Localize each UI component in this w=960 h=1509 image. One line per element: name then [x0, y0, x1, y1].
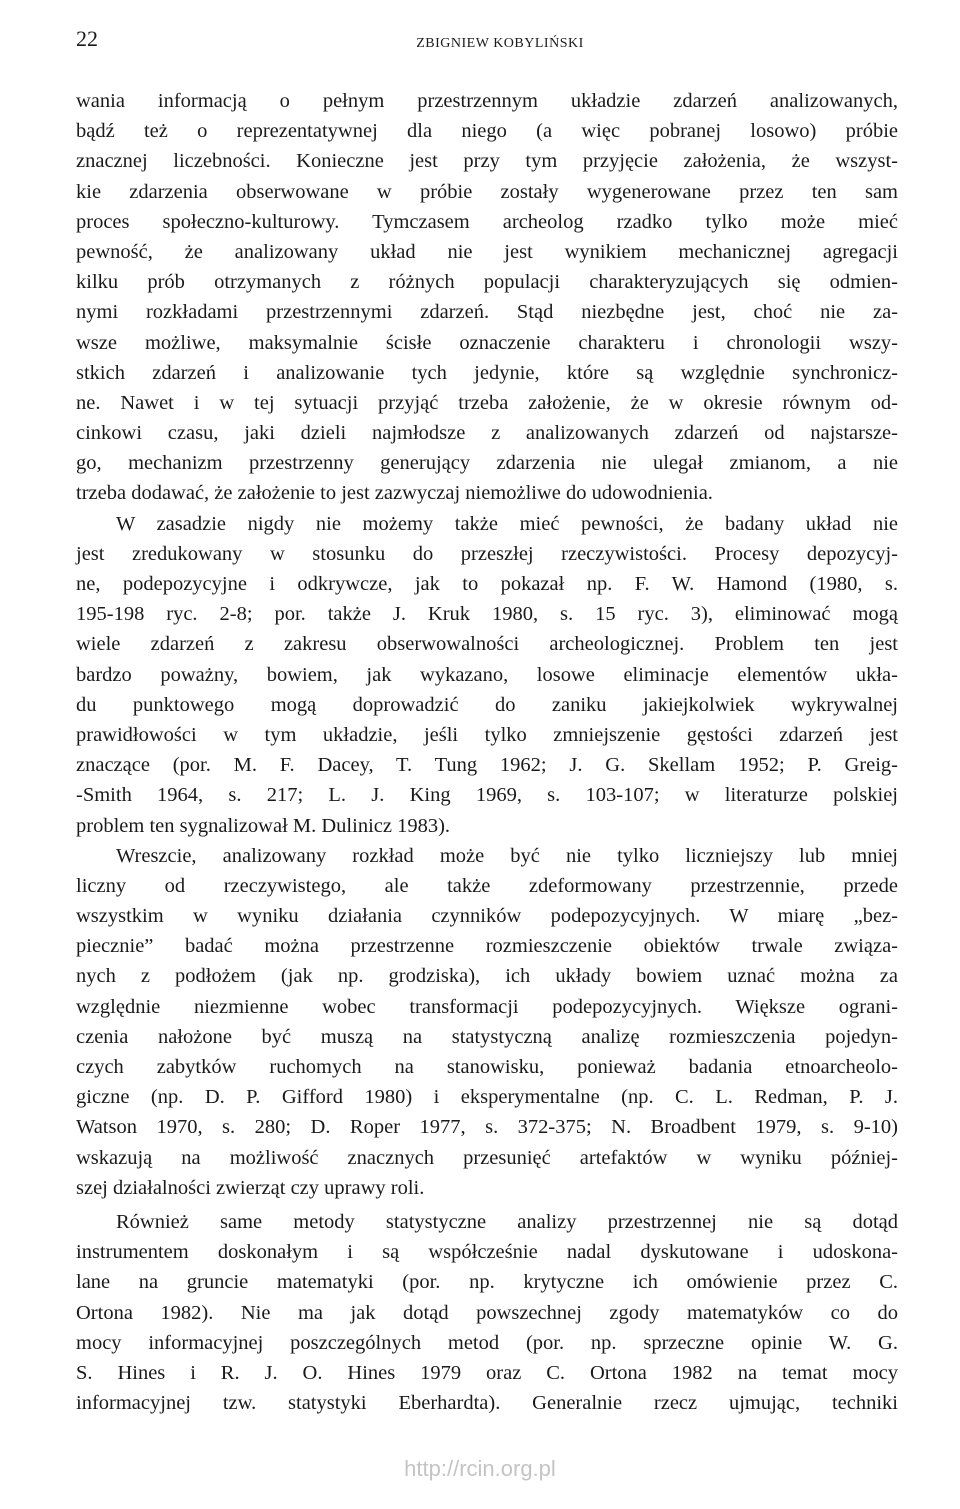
text-line: ne, podepozycyjne i odkrywcze, jak to pokazał np. F. W. Hamond (1980, s.	[76, 573, 898, 595]
text-line: informacyjnej tzw. statystyki Eberhardta). Generalnie rzecz ujmując, techniki	[76, 1392, 898, 1415]
text-line: znacznej liczebności. Konieczne jest przy tym przyjęcie założenia, że wszyst-	[76, 150, 898, 173]
text-line: bądź też o reprezentatywnej dla niego (a więc pobranej losowo) próbie	[76, 120, 898, 143]
text-line: wszystkim w wyniku działania czynników podepozycyjnych. W miarę „bez-	[76, 905, 898, 928]
text-line: czenia nałożone być muszą na statystyczną analizę rozmieszczenia pojedyn-	[76, 1025, 898, 1048]
text-line: znaczące (por. M. F. Dacey, T. Tung 1962; J. G. Skellam 1952; P. Greig-	[76, 754, 898, 777]
text-line: proces społeczno-kulturowy. Tymczasem archeolog rzadko tylko może mieć	[76, 210, 898, 233]
text-line: W zasadzie nigdy nie możemy także mieć pewności, że badany układ nie	[116, 512, 898, 535]
text-line: kie zdarzenia obserwowane w próbie zostały wygenerowane przez ten sam	[76, 180, 898, 203]
text-line: Ortona 1982). Nie ma jak dotąd powszechnej zgody matematyków co do	[76, 1301, 898, 1324]
text-line: wskazują na możliwość znacznych przesunięć artefaktów w wyniku później-	[76, 1146, 898, 1169]
text-line: pewność, że analizowany układ nie jest wynikiem mechanicznej agregacji	[76, 240, 898, 263]
text-line: giczne (np. D. P. Gifford 1980) i eksperymentalne (np. C. L. Redman, P. J.	[76, 1086, 898, 1109]
running-head: ZBIGNIEW KOBYLIŃSKI	[416, 36, 584, 51]
text-line: kilku prób otrzymanych z różnych populacji charakteryzujących się odmien-	[76, 271, 898, 294]
text-line: wania informacją o pełnym przestrzennym układzie zdarzeń analizowanych,	[76, 90, 898, 112]
text-line: Również same metody statystyczne analizy przestrzennej nie są dotąd	[116, 1210, 898, 1233]
text-line: prawidłowości w tym układzie, jeśli tylko zmniejszenie gęstości zdarzeń jest	[76, 723, 898, 746]
text-line: piecznie” badać można przestrzenne rozmieszczenie obiektów trwale związa-	[76, 935, 898, 958]
text-line: jest zredukowany w stosunku do przeszłej rzeczywistości. Procesy depozycyj-	[76, 542, 898, 565]
text-line: 195-198 ryc. 2-8; por. także J. Kruk 1980, s. 15 ryc. 3), eliminować mogą	[76, 603, 898, 626]
text-line: du punktowego mogą doprowadzić do zaniku jakiejkolwiek wykrywalnej	[76, 693, 898, 716]
text-line: nych z podłożem (jak np. grodziska), ich układy bowiem uznać można za	[76, 965, 898, 988]
text-line: problem ten sygnalizował M. Dulinicz 1983).	[76, 814, 451, 837]
page-number: 22	[76, 26, 98, 51]
text-line: S. Hines i R. J. O. Hines 1979 oraz C. Ortona 1982 na temat mocy	[76, 1361, 898, 1384]
text-line: go, mechanizm przestrzenny generujący zdarzenia nie ulegał zmianom, a nie	[76, 452, 898, 475]
text-line: mocy informacyjnej poszczególnych metod (por. np. sprzeczne opinie W. G.	[76, 1331, 898, 1354]
text-line: -Smith 1964, s. 217; L. J. King 1969, s. 103-107; w literaturze polskiej	[76, 784, 898, 807]
text-line: bardzo poważny, bowiem, jak wykazano, losowe eliminacje elementów ukła-	[76, 663, 898, 686]
text-line: trzeba dodawać, że założenie to jest zazwyczaj niemożliwe do udowodnienia.	[76, 482, 713, 505]
text-line: stkich zdarzeń i analizowanie tych jedynie, które są względnie synchronicz-	[76, 361, 898, 384]
text-line: lane na gruncie matematyki (por. np. krytyczne ich omówienie przez C.	[76, 1271, 898, 1294]
text-line: Watson 1970, s. 280; D. Roper 1977, s. 372-375; N. Broadbent 1979, s. 9-10)	[76, 1116, 898, 1139]
body-text	[76, 86, 898, 1418]
text-line: czych zabytków ruchomych na stanowisku, ponieważ badania etnoarcheolo-	[76, 1056, 898, 1078]
text-line: szej działalności zwierząt czy uprawy roli.	[76, 1176, 425, 1199]
text-line: Wreszcie, analizowany rozkład może być nie tylko liczniejszy lub mniej	[116, 844, 898, 867]
text-line: względnie niezmienne wobec transformacji podepozycyjnych. Większe ograni-	[76, 995, 898, 1018]
text-line: cinkowi czasu, jaki dzieli najmłodsze z analizowanych zdarzeń od najstarsze-	[76, 422, 898, 445]
text-line: instrumentem doskonałym i są współcześnie nadal dyskutowane i udoskona-	[76, 1241, 898, 1264]
text-line: ne. Nawet i w tej sytuacji przyjąć trzeba założenie, że w okresie równym od-	[76, 391, 898, 414]
text-line: wiele zdarzeń z zakresu obserwowalności archeologicznej. Problem ten jest	[76, 633, 898, 656]
source-url-watermark: http://rcin.org.pl	[404, 1456, 556, 1481]
text-line: wsze możliwe, maksymalnie ścisłe oznaczenie charakteru i chronologii wszy-	[76, 331, 898, 354]
text-line: nymi rozkładami przestrzennymi zdarzeń. Stąd niezbędne jest, choć nie za-	[76, 301, 898, 324]
text-line: liczny od rzeczywistego, ale także zdeformowany przestrzennie, przede	[76, 874, 898, 897]
